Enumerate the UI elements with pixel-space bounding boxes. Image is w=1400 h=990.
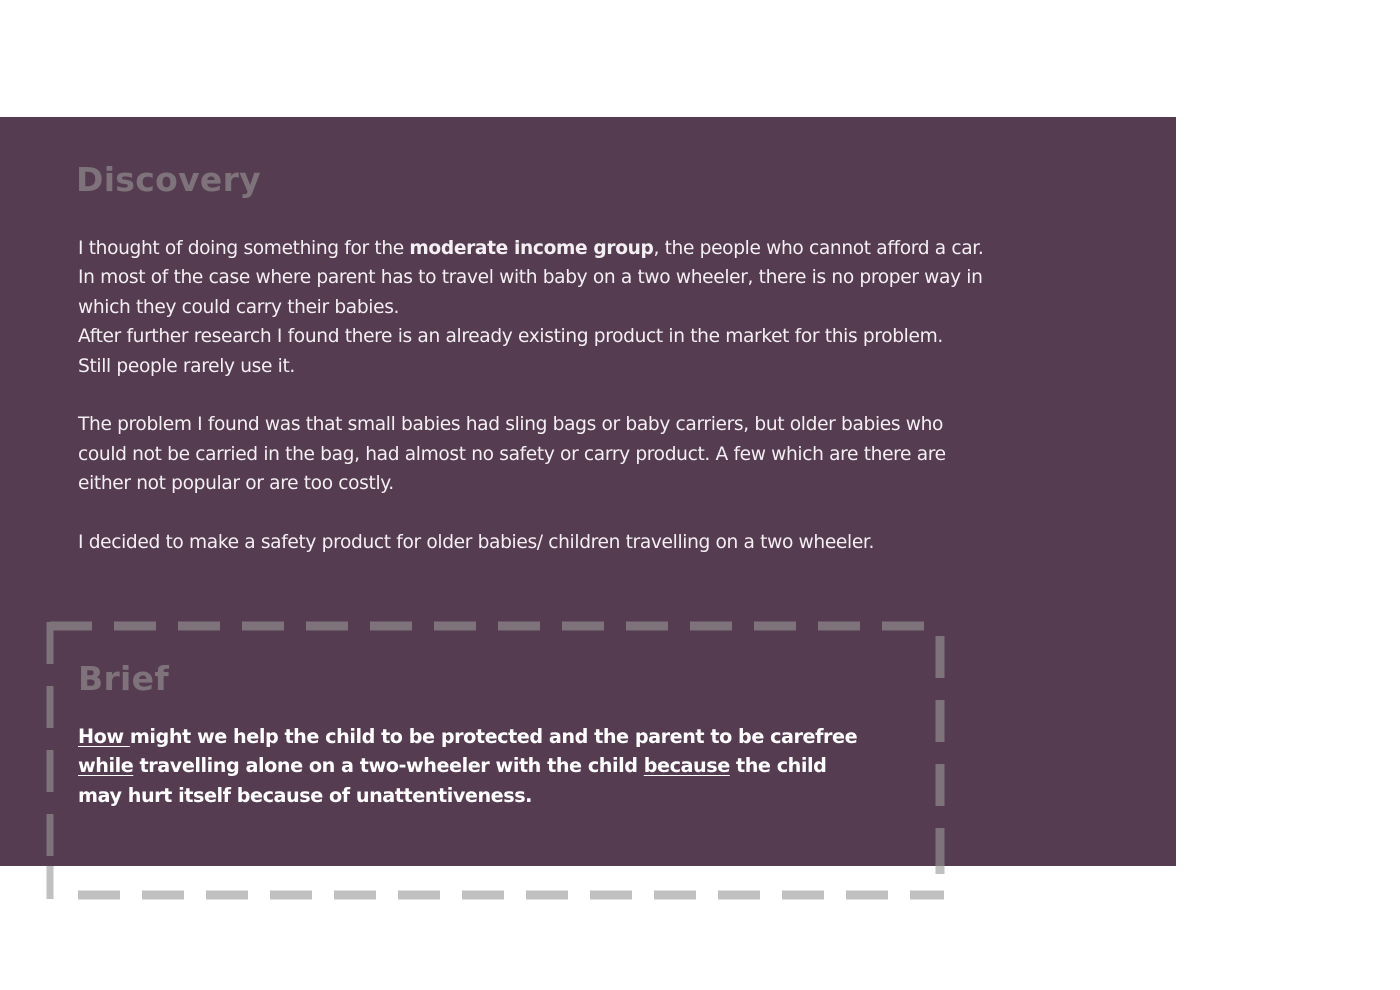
- text-line: may hurt itself because of unattentiveness.: [78, 783, 533, 807]
- text-span: the child: [729, 754, 827, 778]
- text-line: could not be carried in the bag, had almost no safety or carry product. A few which are there are: [78, 443, 946, 465]
- text-line: [78, 751, 928, 780]
- underlined-because: because: [643, 754, 730, 778]
- underlined-while: while: [78, 754, 134, 778]
- text-span: I thought of doing something for the: [78, 238, 410, 259]
- text-span: travelling alone on a two-wheeler with the child: [133, 754, 644, 778]
- text-line: [78, 722, 928, 751]
- text-line: either not popular or are too costly.: [78, 473, 394, 495]
- text-line: which they could carry their babies.: [78, 296, 400, 318]
- text-line: In most of the case where parent has to travel with baby on a two wheeler, there is no proper way in: [78, 267, 983, 289]
- text-span: , the people who cannot afford a car.: [653, 238, 984, 259]
- text-line: The problem I found was that small babies had sling bags or baby carriers, but older babies who: [78, 414, 944, 436]
- text-line: Still people rarely use it.: [78, 355, 295, 377]
- text-line: After further research I found there is an already existing product in the market for this problem.: [78, 326, 943, 348]
- discovery-heading: Discovery: [76, 160, 261, 199]
- underlined-how: How: [78, 725, 130, 748]
- text-line: I decided to make a safety product for older babies/ children travelling on a two wheeler.: [78, 532, 875, 554]
- emphasis-income-group: moderate income group: [409, 238, 654, 259]
- text-span: might we help the child to be protected and the parent to be carefree: [129, 725, 858, 748]
- brief-heading: Brief: [78, 659, 169, 698]
- brief-statement: [78, 722, 928, 810]
